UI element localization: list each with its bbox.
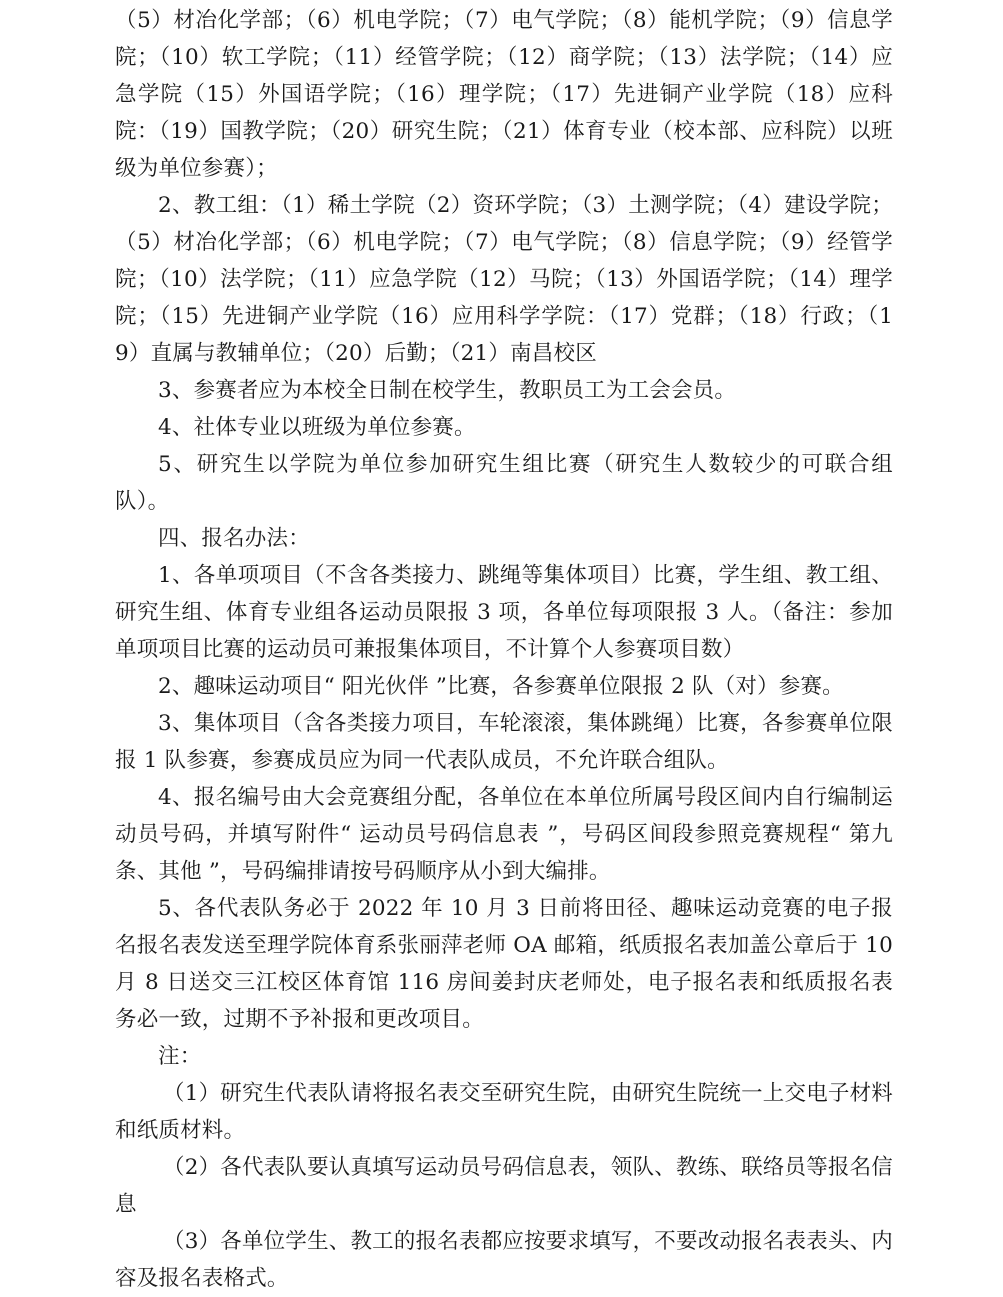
section-heading-registration: 四、报名办法： [158,526,310,551]
graduate-rule: 5、研究生以学院为单位参加研究生组比赛（研究生人数较少的可联合组队）。 [115,452,893,514]
registration-rule-3: 3、集体项目（含各类接力项目，车轮滚滚，集体跳绳）比赛，各参赛单位限报 1 队参赛，参赛成员应为同一代表队成员，不允许联合组队。 [115,711,893,773]
pe-class-rule: 4、社体专业以班级为单位参赛。 [158,415,476,440]
notes-heading: 注： [158,1044,202,1069]
registration-rule-5: 5、各代表队务必于 2022 年 10 月 3 日前将田径、趣味运动竞赛的电子报名报名表发送至理学院体育系张丽萍老师 OA 邮箱，纸质报名表加盖公章后于 10 月 8 日送交三江校区体育馆 116 房间姜封庆老师处，电子报名表和纸质报名表务必一致，过期不予补报和更改项目。 [115,896,893,1032]
student-group-units-continued: （5）材冶化学部；（6）机电学院；（7）电气学院；（8）能机学院；（9）信息学院；（10）软工学院；（11）经管学院；（12）商学院；（13）法学院；（14）应急学院（15）外国语学院；（16）理学院；（17）先进铜产业学院（18）应科院：（19）国教学院；（20）研究生院；（21）体育专业（校本部、应科院）以班级为单位参赛）； [115,8,893,181]
note-2: （2）各代表队要认真填写运动员号码信息表，领队、教练、联络员等报名信息 [115,1155,893,1217]
registration-rule-2: 2、趣味运动项目“ 阳光伙伴 ”比赛，各参赛单位限报 2 队（对）参赛。 [158,674,844,699]
staff-group-units: 2、教工组：（1）稀土学院（2）资环学院；（3）土测学院；（4）建设学院；（5）材冶化学部；（6）机电学院；（7）电气学院；（8）信息学院；（9）经管学院；（10）法学院；（11）应急学院（12）马院；（13）外国语学院；（14）理学院；（15）先进铜产业学院（16）应用科学学院：（17）党群；（18）行政；（19）直属与教辅单位；（20）后勤；（21）南昌校区 [115,193,893,366]
registration-rule-4: 4、报名编号由大会竞赛组分配，各单位在本单位所属号段区间内自行编制运动员号码，并填写附件“ 运动员号码信息表 ”，号码区间段参照竞赛规程“ 第九条、其他 ”，号码编排请按号码顺序从小到大编排。 [115,785,893,884]
note-3: （3）各单位学生、教工的报名表都应按要求填写，不要改动报名表表头、内容及报名表格式。 [115,1229,893,1291]
eligibility-rule: 3、参赛者应为本校全日制在校学生，教职员工为工会会员。 [158,378,737,403]
note-1: （1）研究生代表队请将报名表交至研究生院，由研究生院统一上交电子材料和纸质材料。 [115,1081,893,1143]
registration-rule-1: 1、各单项项目（不含各类接力、跳绳等集体项目）比赛，学生组、教工组、研究生组、体育专业组各运动员限报 3 项，各单位每项限报 3 人。（备注：参加单项项目比赛的运动员可兼报集体项目，不计算个人参赛项目数） [115,563,893,662]
